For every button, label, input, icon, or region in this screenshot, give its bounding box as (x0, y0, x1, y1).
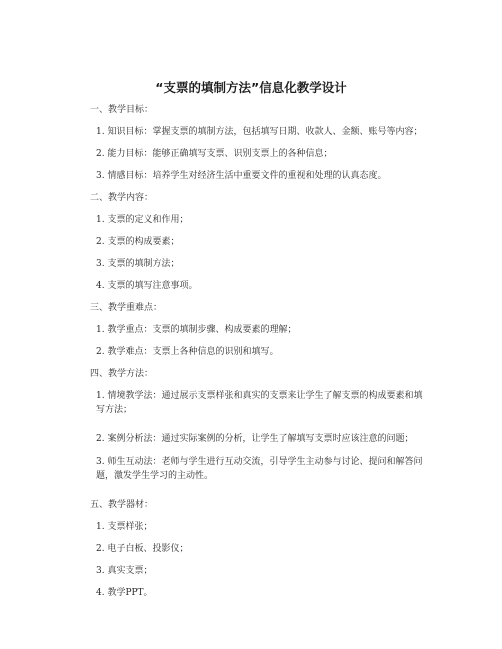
paragraph: 1. 支票的定义和作用； (96, 215, 189, 225)
paragraph: 2. 能力目标：能够正确填写支票、识别支票上的各种信息； (96, 149, 333, 159)
paragraph: 1. 教学重点：支票的填制步骤、构成要素的理解； (96, 325, 297, 335)
paragraph: 3. 师生互动法：老师与学生进行互动交流，引导学生主动参与讨论、提问和解答问题，激发学生学习的主动性。 (96, 457, 423, 481)
paragraph: 1. 知识目标：掌握支票的填制方法，包括填写日期、收款人、金额、账号等内容； (96, 127, 423, 137)
paragraph: 3. 支票的填制方法； (96, 259, 180, 269)
section-heading-objectives: 一、教学目标： (90, 105, 154, 115)
section-heading-equipment: 五、教学器材： (90, 500, 154, 510)
paragraph: 1. 支票样张； (96, 522, 153, 532)
paragraph: 2. 教学难点：支票上各种信息的识别和填写。 (96, 347, 279, 357)
paragraph: 4. 支票的填写注意事项。 (96, 281, 198, 291)
paragraph: 3. 真实支票； (96, 566, 153, 576)
document-title: “支票的填制方法”信息化教学设计 (155, 80, 347, 95)
paragraph: 3. 情感目标：培养学生对经济生活中重要文件的重视和处理的认真态度。 (96, 171, 387, 181)
paragraph: 2. 电子白板、投影仪； (96, 544, 189, 554)
paragraph: 4. 教学PPT。 (96, 588, 153, 598)
section-heading-content: 二、教学内容： (90, 193, 154, 203)
paragraph: 1. 情境教学法：通过展示支票样张和真实的支票来让学生了解支票的构成要素和填写方法； (96, 391, 423, 415)
paragraph: 2. 案例分析法：通过实际案例的分析，让学生了解填写支票时应该注意的问题； (96, 434, 414, 444)
paragraph: 2. 支票的构成要素； (96, 237, 180, 247)
section-heading-key-points: 三、教学重难点： (90, 303, 163, 313)
section-heading-methods: 四、教学方法： (90, 369, 154, 379)
